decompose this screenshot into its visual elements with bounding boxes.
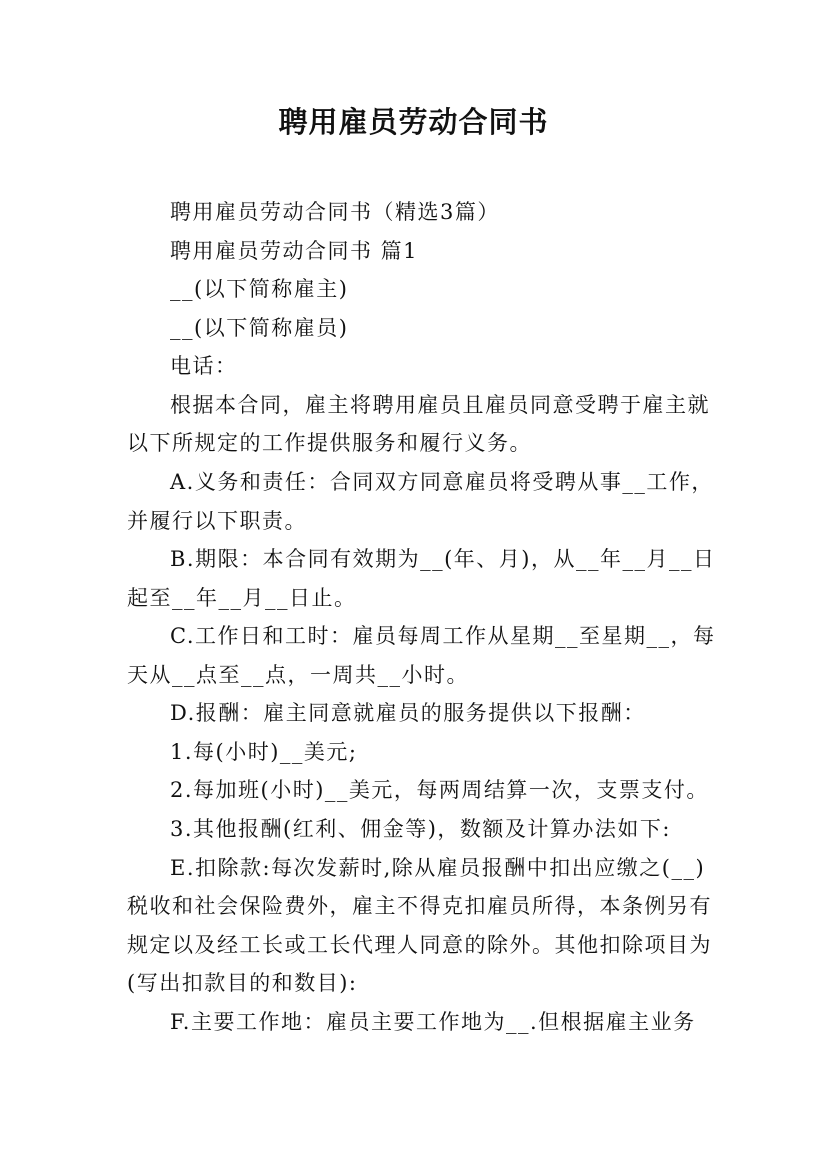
clause-d-item: 2.每加班(小时)__美元，每两周结算一次，支票支付。 [170,778,709,802]
clause-b-line: B.期限：本合同有效期为__(年、月)，从__年__月__日 [170,547,716,571]
clause-a-line: 并履行以下职责。 [127,509,307,533]
clause-e-line: E.扣除款:每次发薪时,除从雇员报酬中扣出应缴之(__) [170,856,706,880]
clause-e-line: 税收和社会保险费外，雇主不得克扣雇员所得，本条例另有 [127,894,712,918]
clause-d-line: D.报酬：雇主同意就雇员的服务提供以下报酬： [170,701,646,725]
clause-e-line: 规定以及经工长或工长代理人同意的除外。其他扣除项目为 [127,933,712,957]
clause-c-line: C.工作日和工时：雇员每周工作从星期__至星期__，每 [170,624,716,648]
clause-d-item: 3.其他报酬(红利、佣金等)，数额及计算办法如下: [170,817,671,841]
clause-e-line: (写出扣款目的和数目): [127,971,358,995]
clause-b-line: 起至__年__月__日止。 [127,586,357,610]
clause-f-line: F.主要工作地：雇员主要工作地为__.但根据雇主业务 [170,1010,696,1034]
clause-c-line: 天从__点至__点，一周共__小时。 [127,663,469,687]
paragraph-line: 根据本合同，雇主将聘用雇员且雇员同意受聘于雇主就 [170,393,710,417]
phone-line: 电话： [170,354,238,378]
employer-line: __(以下简称雇主) [170,277,349,301]
clause-a-line: A.义务和责任：合同双方同意雇员将受聘从事__工作， [170,470,714,494]
document-title: 聘用雇员劳动合同书 [278,105,549,139]
clause-d-item: 1.每(小时)__美元; [170,740,358,764]
subtitle-line: 聘用雇员劳动合同书（精选3篇） [170,200,500,224]
paragraph-line: 以下所规定的工作提供服务和履行义务。 [127,431,532,455]
employee-line: __(以下简称雇员) [170,316,349,340]
section-heading: 聘用雇员劳动合同书 篇1 [170,239,419,263]
